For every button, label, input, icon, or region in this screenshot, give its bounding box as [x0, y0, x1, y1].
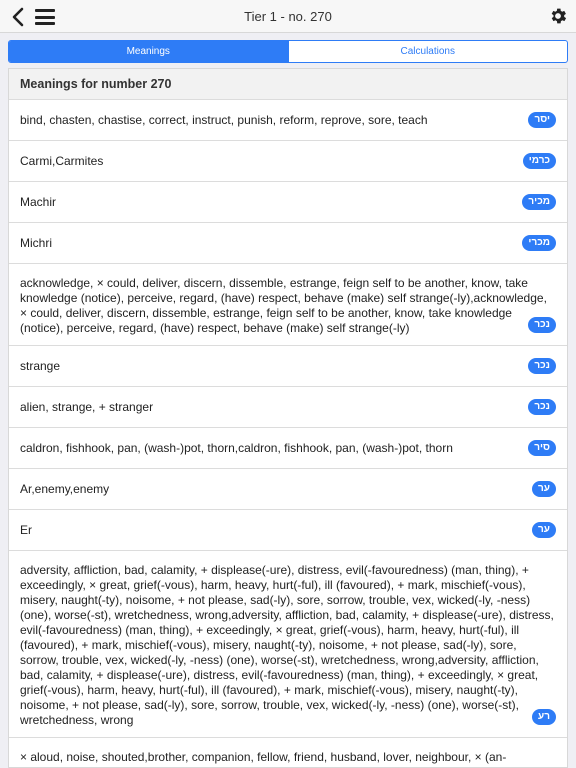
hebrew-badge: נכר: [528, 358, 556, 374]
list-item[interactable]: [9, 264, 567, 346]
hebrew-badge: נכר: [528, 317, 556, 333]
list-item[interactable]: [9, 551, 567, 738]
hebrew-badge: נכר: [528, 399, 556, 415]
list-item[interactable]: [9, 510, 567, 551]
list-item[interactable]: [9, 428, 567, 469]
meaning-text: bind, chasten, chastise, correct, instruct, punish, reform, reprove, sore, teach: [20, 113, 428, 127]
meaning-text: strange: [20, 359, 61, 373]
nav-bar: [0, 0, 576, 33]
meaning-text: × aloud, noise, shouted,brother, companion, fellow, friend, husband, lover, neighbour, × (an-: [20, 750, 507, 764]
hebrew-badge: מכיר: [522, 194, 556, 210]
segment-bar: [0, 33, 576, 66]
hebrew-badge: ער: [532, 481, 556, 497]
list-item[interactable]: [9, 469, 567, 510]
hebrew-badge: כרמי: [523, 153, 556, 169]
meanings-list[interactable]: [8, 68, 568, 768]
section-header: Meanings for number 270: [9, 69, 567, 100]
hebrew-badge: סיר: [528, 440, 556, 456]
hebrew-badge: מכרי: [522, 235, 556, 251]
meaning-text: Machir: [20, 195, 57, 209]
hebrew-badge: רע: [532, 709, 556, 725]
list-item[interactable]: [9, 387, 567, 428]
list-item[interactable]: [9, 346, 567, 387]
list-item[interactable]: [9, 223, 567, 264]
meaning-text: Ar,enemy,enemy: [20, 482, 110, 496]
tab-calculations[interactable]: Calculations: [288, 41, 568, 62]
meaning-text: acknowledge, × could, deliver, discern, dissemble, estrange, feign self to be another, know, take knowledge (notice), perceive, regard, (have) respect, behave (make) self strange(-ly),acknowledge, × could, deliver, discern, dissemble, estrange, feign self to be another, know, take knowledge (notice), perceive, regard, (have) respect, behave (make) self strange(-ly): [20, 276, 547, 335]
tab-meanings[interactable]: Meanings: [9, 41, 288, 62]
hebrew-badge: ער: [532, 522, 556, 538]
list-item[interactable]: [9, 738, 567, 768]
list-item[interactable]: [9, 182, 567, 223]
page-title: Tier 1 - no. 270: [244, 9, 332, 24]
meaning-text: caldron, fishhook, pan, (wash-)pot, thorn,caldron, fishhook, pan, (wash-)pot, thorn: [20, 441, 453, 455]
meaning-text: alien, strange, + stranger: [20, 400, 154, 414]
list-item[interactable]: [9, 100, 567, 141]
hebrew-badge: יסר: [528, 112, 556, 128]
meaning-text: adversity, affliction, bad, calamity, + displease(-ure), distress, evil(-favouredness) (man, thing), + exceedingly, × great, grief(-vous), harm, heavy, hurt(-ful), ill (favoured), + mark, mischief(-vous), misery, naught(-ty), noisome, + not please, sad(-ly), sore, sorrow, trouble, vex, wicked(-ly, -ness) (one), worse(-st), wretchedness, wrong,adversity, affliction, bad, calamity, + displease(-ure), distress, evil(-favouredness) (man, thing), + exceedingly, × great, grief(-vous), harm, heavy, hurt(-ful), ill (favoured), + mark, mischief(-vous), misery, naught(-ty), noisome, + not please, sad(-ly), sore, sorrow, trouble, vex, wicked(-ly, -ness) (one), worse(-st), wretchedness, wrong,adversity, affliction, bad, calamity, + displease(-ure), distress, evil(-favouredness) (man, thing), + exceedingly, × great, grief(-vous), harm, heavy, hurt(-ful), ill (favoured), + mark, mischief(-vous), misery, naught(-ty), noisome, + not please, sad(-ly), sore, sorrow, trouble, vex, wicked(-ly, -ness) (one), worse(-st), wretchedness, wrong: [20, 563, 554, 727]
gear-icon[interactable]: [548, 6, 568, 26]
meaning-text: Carmi,Carmites: [20, 154, 104, 168]
meaning-text: Michri: [20, 236, 52, 250]
list-item[interactable]: [9, 141, 567, 182]
segmented-control: [8, 40, 568, 63]
meaning-text: Er: [20, 523, 32, 537]
